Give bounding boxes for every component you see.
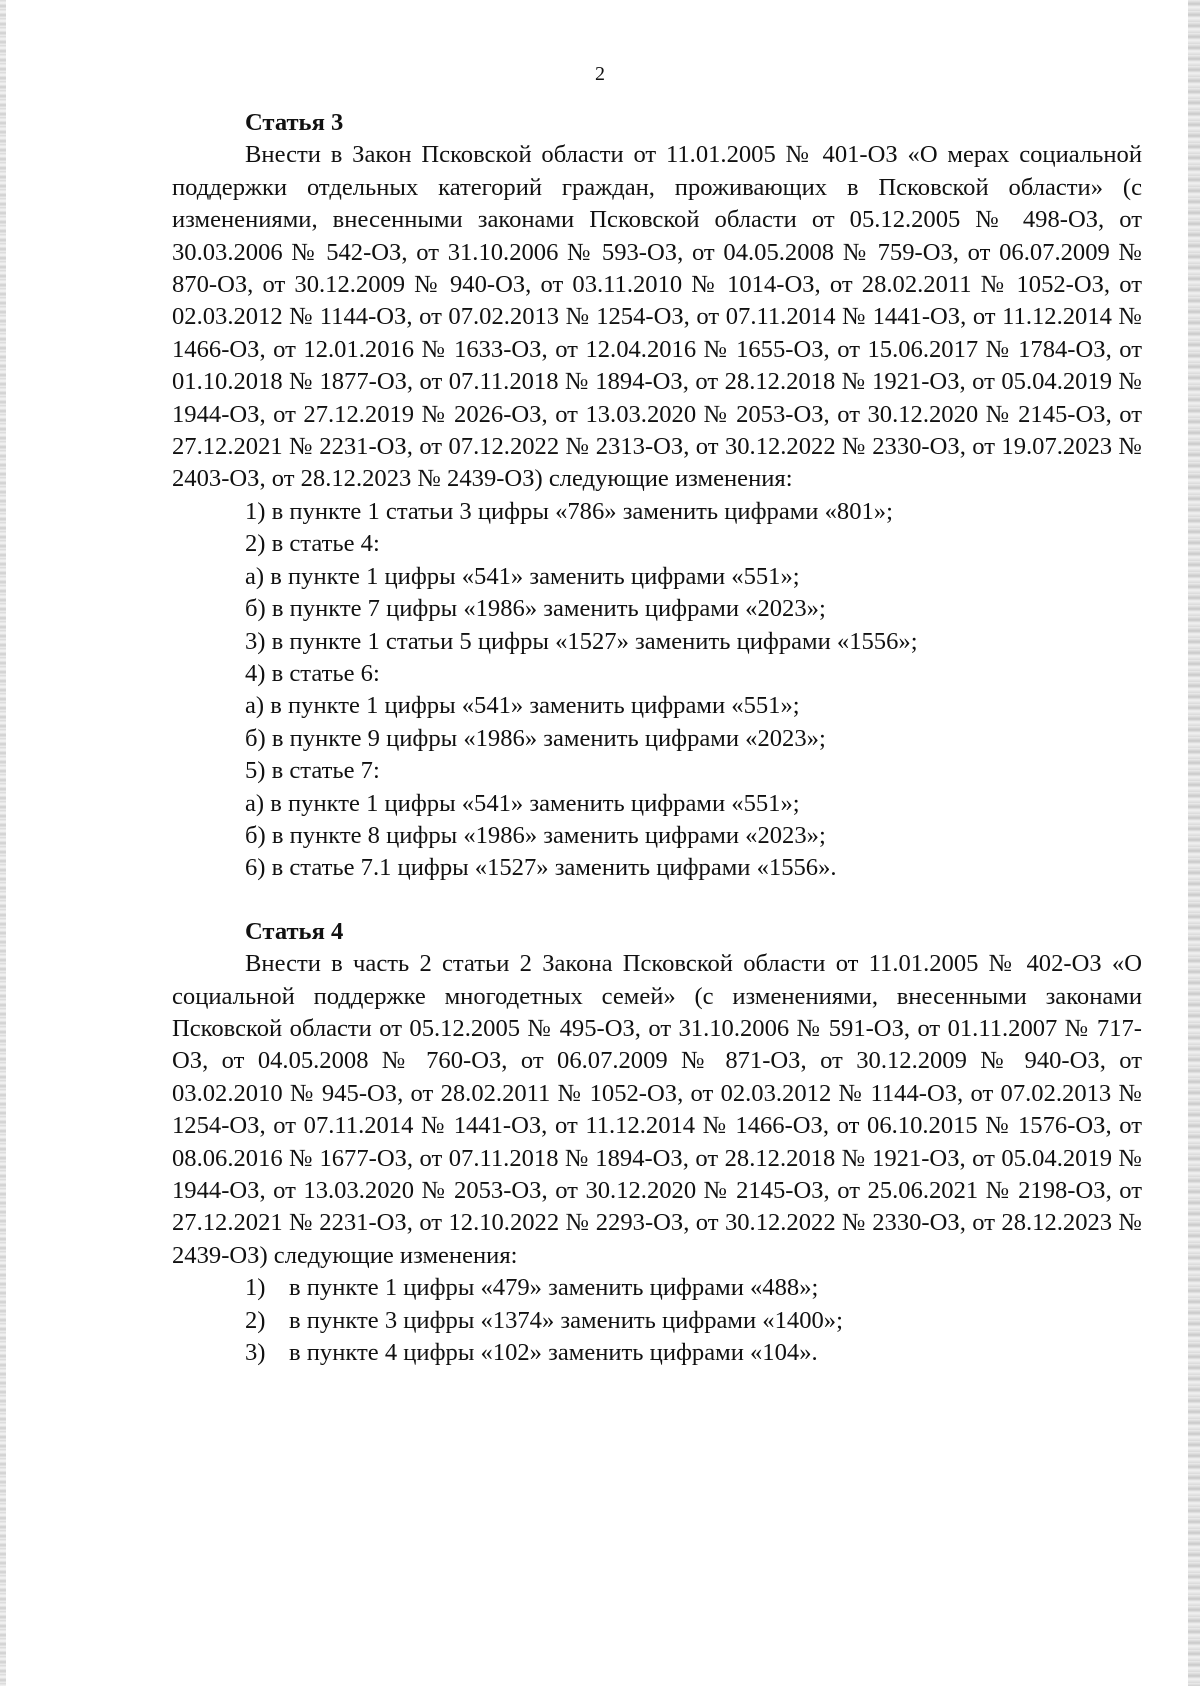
list-item: 5) в статье 7:	[245, 757, 380, 785]
list-item-number: 3)	[245, 1339, 266, 1367]
list-item: 2) в статье 4:	[245, 530, 380, 558]
list-item-text: в пункте 4 цифры «102» заменить цифрами «104».	[289, 1339, 818, 1367]
article-3-heading: Статья 3	[245, 109, 344, 136]
list-item: б) в пункте 8 цифры «1986» заменить цифрами «2023»;	[245, 821, 826, 849]
list-item: а) в пункте 1 цифры «541» заменить цифрами «551»;	[245, 789, 800, 817]
document-body	[172, 107, 1142, 1369]
list-item: 4) в статье 6:	[245, 659, 380, 687]
scan-edge-right	[1188, 0, 1200, 1686]
list-item: а) в пункте 1 цифры «541» заменить цифрами «551»;	[245, 692, 800, 720]
article-4-intro: Внести в часть 2 статьи 2 Закона Псковской области от 11.01.2005 № 402-ОЗ «О социальной поддержке многодетных семей» (с изменениями, внесенными законами Псковской области от 05.12.2005 № 495-ОЗ, от 31.10.2006 № 591-ОЗ, от 01.11.2007 № 717-ОЗ, от 04.05.2008 № 760-ОЗ, от 06.07.2009 № 871-ОЗ, от 30.12.2009 № 940-ОЗ, от 03.02.2010 № 945-ОЗ, от 28.02.2011 № 1052-ОЗ, от 02.03.2012 № 1144-ОЗ, от 07.02.2013 № 1254-ОЗ, от 07.11.2014 № 1441-ОЗ, от 11.12.2014 № 1466-ОЗ, от 06.10.2015 № 1576-ОЗ, от 08.06.2016 № 1677-ОЗ, от 07.11.2018 № 1894-ОЗ, от 28.12.2018 № 1921-ОЗ, от 05.04.2019 № 1944-ОЗ, от 13.03.2020 № 2053-ОЗ, от 30.12.2020 № 2145-ОЗ, от 25.06.2021 № 2198-ОЗ, от 27.12.2021 № 2231-ОЗ, от 12.10.2022 № 2293-ОЗ, от 30.12.2022 № 2330-ОЗ, от 28.12.2023 № 2439-ОЗ) следующие изменения:	[172, 950, 1142, 1269]
article-4-heading: Статья 4	[245, 917, 344, 945]
list-item: 1) в пункте 1 статьи 3 цифры «786» заменить цифрами «801»;	[245, 497, 893, 525]
list-item: 3) в пункте 1 статьи 5 цифры «1527» заменить цифрами «1556»;	[245, 627, 918, 655]
list-item-number: 1)	[245, 1274, 266, 1302]
list-item	[172, 1337, 1142, 1369]
article-3-intro: Внести в Закон Псковской области от 11.01.2005 № 401-ОЗ «О мерах социальной поддержки отдельных категорий граждан, проживающих в Псковской области» (с изменениями, внесенными законами Псковской области от 05.12.2005 № 498-ОЗ, от 30.03.2006 № 542-ОЗ, от 31.10.2006 № 593-ОЗ, от 04.05.2008 № 759-ОЗ, от 06.07.2009 № 870-ОЗ, от 30.12.2009 № 940-ОЗ, от 03.11.2010 № 1014-ОЗ, от 28.02.2011 № 1052-ОЗ, от 02.03.2012 № 1144-ОЗ, от 07.02.2013 № 1254-ОЗ, от 07.11.2014 № 1441-ОЗ, от 11.12.2014 № 1466-ОЗ, от 12.01.2016 № 1633-ОЗ, от 12.04.2016 № 1655-ОЗ, от 15.06.2017 № 1784-ОЗ, от 01.10.2018 № 1877-ОЗ, от 07.11.2018 № 1894-ОЗ, от 28.12.2018 № 1921-ОЗ, от 05.04.2019 № 1944-ОЗ, от 27.12.2019 № 2026-ОЗ, от 13.03.2020 № 2053-ОЗ, от 30.12.2020 № 2145-ОЗ, от 27.12.2021 № 2231-ОЗ, от 07.12.2022 № 2313-ОЗ, от 30.12.2022 № 2330-ОЗ, от 19.07.2023 № 2403-ОЗ, от 28.12.2023 № 2439-ОЗ) следующие изменения:	[172, 141, 1142, 493]
list-item	[172, 1305, 1142, 1337]
list-item: б) в пункте 9 цифры «1986» заменить цифрами «2023»;	[245, 724, 826, 752]
list-item-text: в пункте 1 цифры «479» заменить цифрами «488»;	[289, 1274, 819, 1302]
scan-edge-left	[0, 0, 6, 1686]
list-item: б) в пункте 7 цифры «1986» заменить цифрами «2023»;	[245, 595, 826, 623]
article-3-amendments-list	[172, 496, 1142, 885]
section-spacer	[172, 885, 1142, 916]
page-number: 2	[595, 63, 605, 85]
list-item	[172, 1272, 1142, 1304]
list-item: 6) в статье 7.1 цифры «1527» заменить цифрами «1556».	[245, 854, 837, 882]
article-4-amendments-list	[172, 1272, 1142, 1369]
list-item-number: 2)	[245, 1306, 266, 1334]
list-item-text: в пункте 3 цифры «1374» заменить цифрами «1400»;	[289, 1306, 843, 1334]
list-item: а) в пункте 1 цифры «541» заменить цифрами «551»;	[245, 562, 800, 590]
